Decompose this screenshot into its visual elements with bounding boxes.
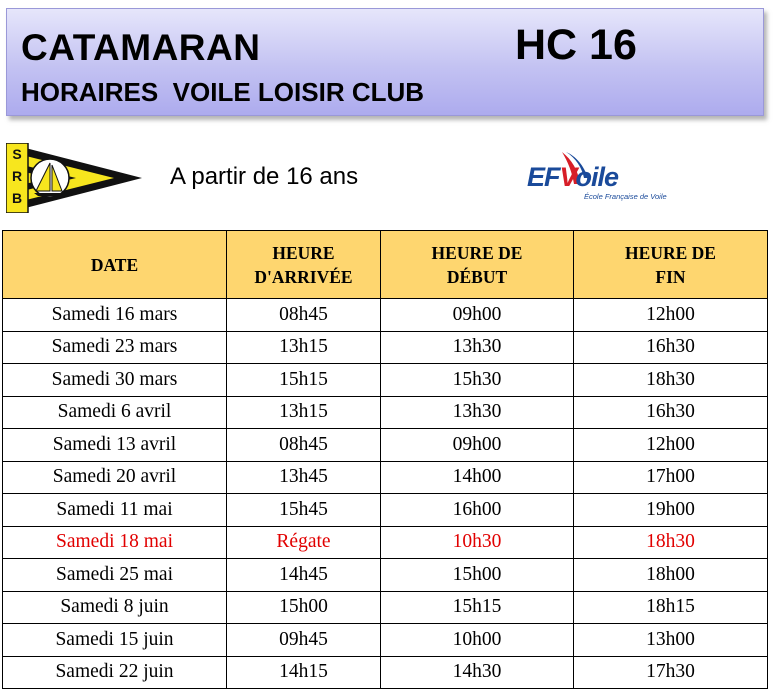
cell-end: 12h00 xyxy=(574,299,768,332)
cell-date: Samedi 13 avril xyxy=(3,429,227,462)
cell-end: 18h15 xyxy=(574,591,768,624)
cell-start: 09h00 xyxy=(381,299,574,332)
cell-end: 18h30 xyxy=(574,364,768,397)
cell-end: 16h30 xyxy=(574,396,768,429)
cell-start: 15h00 xyxy=(381,559,574,592)
cell-start: 10h00 xyxy=(381,624,574,657)
brand-oile: oile xyxy=(575,162,619,192)
table-row xyxy=(3,591,768,624)
cell-start: 15h15 xyxy=(381,591,574,624)
cell-start: 14h00 xyxy=(381,461,574,494)
cell-end: 19h00 xyxy=(574,494,768,527)
cell-arrival: 14h45 xyxy=(227,559,381,592)
cell-date: Samedi 20 avril xyxy=(3,461,227,494)
table-row xyxy=(3,396,768,429)
flag-letter-s: S xyxy=(12,146,22,162)
cell-arrival: Régate xyxy=(227,526,381,559)
cell-date: Samedi 30 mars xyxy=(3,364,227,397)
cell-start: 10h30 xyxy=(381,526,574,559)
table-body xyxy=(3,299,768,689)
cell-start: 16h00 xyxy=(381,494,574,527)
column-header-end: HEURE DE FIN xyxy=(574,231,768,299)
cell-end: 13h00 xyxy=(574,624,768,657)
cell-arrival: 13h45 xyxy=(227,461,381,494)
cell-date: Samedi 18 mai xyxy=(3,526,227,559)
cell-arrival: 13h15 xyxy=(227,331,381,364)
table-row xyxy=(3,429,768,462)
cell-arrival: 15h45 xyxy=(227,494,381,527)
cell-date: Samedi 6 avril xyxy=(3,396,227,429)
flag-letter-r: R xyxy=(11,168,23,184)
cell-date: Samedi 22 juin xyxy=(3,656,227,689)
schedule-table xyxy=(2,230,768,689)
cell-end: 16h30 xyxy=(574,331,768,364)
cell-date: Samedi 15 juin xyxy=(3,624,227,657)
table-row xyxy=(3,624,768,657)
cell-start: 09h00 xyxy=(381,429,574,462)
cell-date: Samedi 25 mai xyxy=(3,559,227,592)
cell-arrival: 15h00 xyxy=(227,591,381,624)
table-row xyxy=(3,364,768,397)
table-row xyxy=(3,461,768,494)
cell-arrival: 14h15 xyxy=(227,656,381,689)
table-row xyxy=(3,559,768,592)
table-row xyxy=(3,331,768,364)
column-header-date: DATE xyxy=(3,231,227,299)
cell-end: 17h00 xyxy=(574,461,768,494)
cell-arrival: 08h45 xyxy=(227,299,381,332)
cell-end: 18h00 xyxy=(574,559,768,592)
cell-arrival: 08h45 xyxy=(227,429,381,462)
cell-arrival: 15h15 xyxy=(227,364,381,397)
table-row xyxy=(3,494,768,527)
page-subtitle: HORAIRES VOILE LOISIR CLUB xyxy=(21,77,425,107)
cell-end: 17h30 xyxy=(574,656,768,689)
club-flag-logo xyxy=(6,143,142,213)
table-row xyxy=(3,299,768,332)
cell-start: 13h30 xyxy=(381,331,574,364)
flag-letter-b: B xyxy=(11,190,23,206)
age-requirement: A partir de 16 ans xyxy=(170,163,359,190)
page-title: CATAMARAN xyxy=(21,27,261,68)
cell-arrival: 09h45 xyxy=(227,624,381,657)
column-header-arrival: HEURE D'ARRIVÉE xyxy=(227,231,381,299)
header-banner xyxy=(6,8,764,116)
efvoile-brand-text: EFVoile xyxy=(527,162,619,192)
cell-end: 18h30 xyxy=(574,526,768,559)
cell-start: 13h30 xyxy=(381,396,574,429)
cell-date: Samedi 8 juin xyxy=(3,591,227,624)
cell-date: Samedi 16 mars xyxy=(3,299,227,332)
boat-model: HC 16 xyxy=(515,21,637,69)
table-row xyxy=(3,656,768,689)
table-row xyxy=(3,526,768,559)
column-header-start: HEURE DE DÉBUT xyxy=(381,231,574,299)
cell-arrival: 13h15 xyxy=(227,396,381,429)
cell-start: 14h30 xyxy=(381,656,574,689)
cell-start: 15h30 xyxy=(381,364,574,397)
brand-ef: EF xyxy=(527,162,560,192)
cell-date: Samedi 11 mai xyxy=(3,494,227,527)
cell-end: 12h00 xyxy=(574,429,768,462)
table-header-row xyxy=(3,231,768,299)
cell-date: Samedi 23 mars xyxy=(3,331,227,364)
efvoile-caption: École Française de Voile xyxy=(584,192,667,201)
